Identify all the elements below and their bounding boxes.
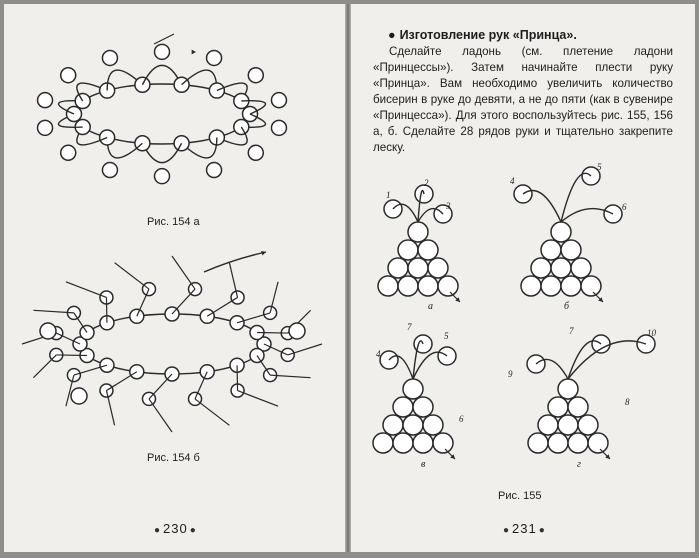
thread-line [172,289,195,314]
bead [568,397,588,417]
bead [428,258,448,278]
step-number: 7 [569,326,574,336]
step-number: 8 [625,397,630,407]
bead [413,433,433,453]
bead [40,323,56,339]
bead [588,433,608,453]
bead [71,388,87,404]
bead [61,68,76,83]
thread-line [288,344,322,355]
thread-line [56,355,87,356]
step-number: 6 [622,202,627,212]
left-page [4,4,345,552]
step-number: 9 [508,369,513,379]
bead [413,397,433,417]
bead [207,50,222,65]
bead-pyramid [378,222,458,296]
bead [393,433,413,453]
page-number-right: ● 231 ● [501,521,548,536]
bead [271,120,286,135]
page-number-left: ● 230 ● [152,521,199,536]
bead [102,50,117,65]
step-number: 5 [597,162,602,172]
bead [568,433,588,453]
step-number: 4 [510,176,515,186]
bead [558,379,578,399]
bead-pyramid [528,379,608,453]
figure-155 [351,4,695,552]
bead [393,397,413,417]
bead [531,258,551,278]
bead [373,433,393,453]
bead [433,433,453,453]
bead [551,222,571,242]
subfigure-label-a: а [428,301,433,312]
bead [398,240,418,260]
bead [38,120,53,135]
bead [289,323,305,339]
bead-pyramid [373,379,453,453]
bead [155,169,170,184]
bead [408,222,428,242]
bead [248,68,263,83]
bead [248,145,263,160]
caption-155: Рис. 155 [498,490,542,502]
step-number: 5 [444,331,449,341]
bead [388,258,408,278]
bead [548,397,568,417]
thread-line [106,297,107,322]
thread-line [154,34,174,44]
figure-154a-diagram [38,34,287,184]
thread-line [149,374,172,399]
subfigure-label-b: б [564,301,570,312]
bead [207,163,222,178]
body-paragraph: Сделайте ладонь (см. плетение ладони «Принцессы»). Затем начинайте плести руку «Принца». Вам необходимо увеличить количество бисерин в руке до девяти, а не до пяти (как в сувенире «Принцесса»). Для этого воспользуйтесь рис. 155, 156 а, б. Сделайте 28 рядов руки и тщательно закрепите леску. [373,45,673,154]
thread-loop [204,252,266,272]
bead [558,415,578,435]
thread-line [238,391,279,407]
bead [551,258,571,278]
bead [538,415,558,435]
step-number: 4 [376,349,381,359]
figure-154 [4,4,345,552]
bead [408,258,428,278]
bead [61,145,76,160]
bead [398,276,418,296]
step-number: 1 [386,190,391,200]
bead [571,258,591,278]
bead [403,379,423,399]
subfigure-label-v: в [421,459,426,470]
bead [521,276,541,296]
caption-154b: Рис. 154 б [147,452,200,464]
step-number: 6 [459,414,464,424]
step-number: 10 [647,328,656,338]
bead [528,433,548,453]
right-page [351,4,695,552]
arrow-icon [192,50,196,55]
bead [418,240,438,260]
thread-line [257,333,288,334]
thread-line [237,365,238,390]
thread-line [66,282,107,298]
bead [578,415,598,435]
bead [541,276,561,296]
bullet-icon: ● [388,28,396,42]
step-number: 7 [407,322,412,332]
thread-line [115,263,149,289]
bead-pyramid [521,222,601,296]
subfigure-label-g: г [577,459,581,470]
bead [418,276,438,296]
step-number: 2 [424,178,429,188]
bead [38,93,53,108]
thread-line [33,355,56,378]
step-number: 3 [446,201,451,211]
bead [561,276,581,296]
caption-154a: Рис. 154 а [147,216,200,228]
thread-line [149,399,172,432]
figure-154b-diagram [22,251,322,432]
thread-line [195,399,229,425]
bead [438,276,458,296]
heading-text: Изготовление рук «Принца». [399,28,577,42]
bead [561,240,581,260]
thread-line [106,372,136,391]
bead [541,240,561,260]
bead [581,276,601,296]
bead [155,44,170,59]
bead [423,415,443,435]
thread-line [172,256,195,289]
bead [383,415,403,435]
thread-line [207,297,237,316]
bead [271,93,286,108]
bead [403,415,423,435]
bead [102,163,117,178]
bead [548,433,568,453]
bead [378,276,398,296]
